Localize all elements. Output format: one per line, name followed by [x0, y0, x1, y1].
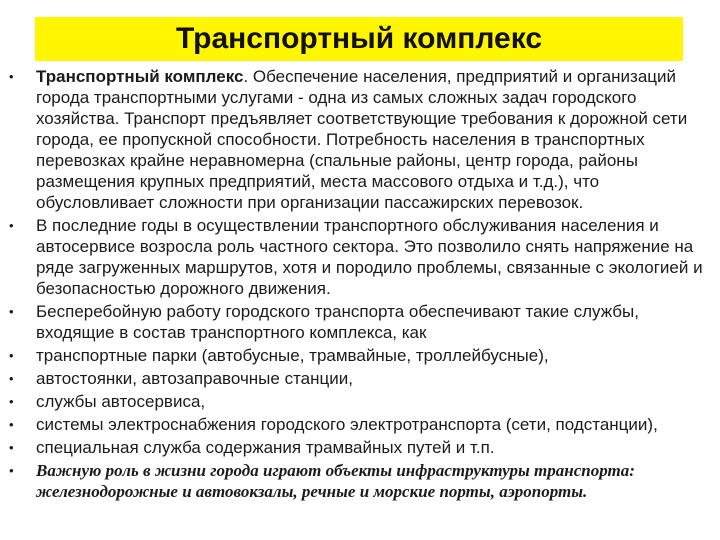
bullet-item — [8, 414, 714, 435]
bullet-text: системы электроснабжения городского электротранспорта (сети, подстанции), — [36, 415, 658, 434]
bullet-dot-icon: • — [9, 304, 14, 319]
title-bar — [35, 17, 683, 61]
bullet-text: Бесперебойную работу городского транспорта обеспечивают такие службы, входящие в состав транспортного комплекса, как — [36, 302, 639, 342]
bullet-dot-icon: • — [9, 218, 14, 233]
bullet-item — [8, 368, 714, 389]
bullet-text: В последние годы в осуществлении транспортного обслуживания населения и автосервисе возросла роль частного сектора. Это позволило снять напряжение на ряде загруженных маршрутов, хотя и породило проблемы, связанные с экологией и безопасностью дорожного движения. — [36, 216, 703, 298]
bullet-item — [8, 437, 714, 458]
bullet-text: специальная служба содержания трамвайных путей и т.п. — [36, 438, 495, 457]
bullet-dot-icon: • — [9, 348, 14, 363]
bullet-text: Важную роль в жизни города играют объекты инфраструктуры транспорта: железнодорожные и автовокзалы, речные и морские порты, аэропорты. — [36, 461, 635, 501]
bullet-item — [8, 301, 714, 343]
bullet-list — [8, 66, 714, 502]
bullet-text: автостоянки, автозаправочные станции, — [36, 369, 353, 388]
slide-body — [8, 66, 714, 504]
bullet-item — [8, 215, 714, 299]
bullet-dot-icon: • — [9, 440, 14, 455]
bullet-text: службы автосервиса, — [36, 392, 206, 411]
bullet-text: транспортные парки (автобусные, трамвайные, троллейбусные), — [36, 346, 549, 365]
bullet-item — [8, 66, 714, 213]
slide-title: Транспортный комплекс — [175, 22, 543, 55]
bullet-item — [8, 391, 714, 412]
bullet-text: . Обеспечение населения, предприятий и организаций города транспортными услугами - одна из самых сложных задач городского хозяйства. Транспорт предъявляет соответствующие требования к дорожной сети города, ее пропускной способности. Потребность населения в транспортных перевозках крайне неравномерна (спальные районы, центр города, районы размещения крупных предприятий, места массового отдыха и т.д.), что обусловливает сложности при организации пассажирских перевозок. — [36, 67, 688, 212]
bullet-item — [8, 345, 714, 366]
bullet-dot-icon: • — [9, 394, 14, 409]
bullet-dot-icon: • — [9, 69, 14, 84]
bullet-dot-icon: • — [9, 371, 14, 386]
bullet-dot-icon: • — [9, 417, 14, 432]
bullet-dot-icon: • — [9, 463, 14, 478]
bullet-lead: Транспортный комплекс — [36, 67, 244, 86]
bullet-item — [8, 460, 714, 502]
